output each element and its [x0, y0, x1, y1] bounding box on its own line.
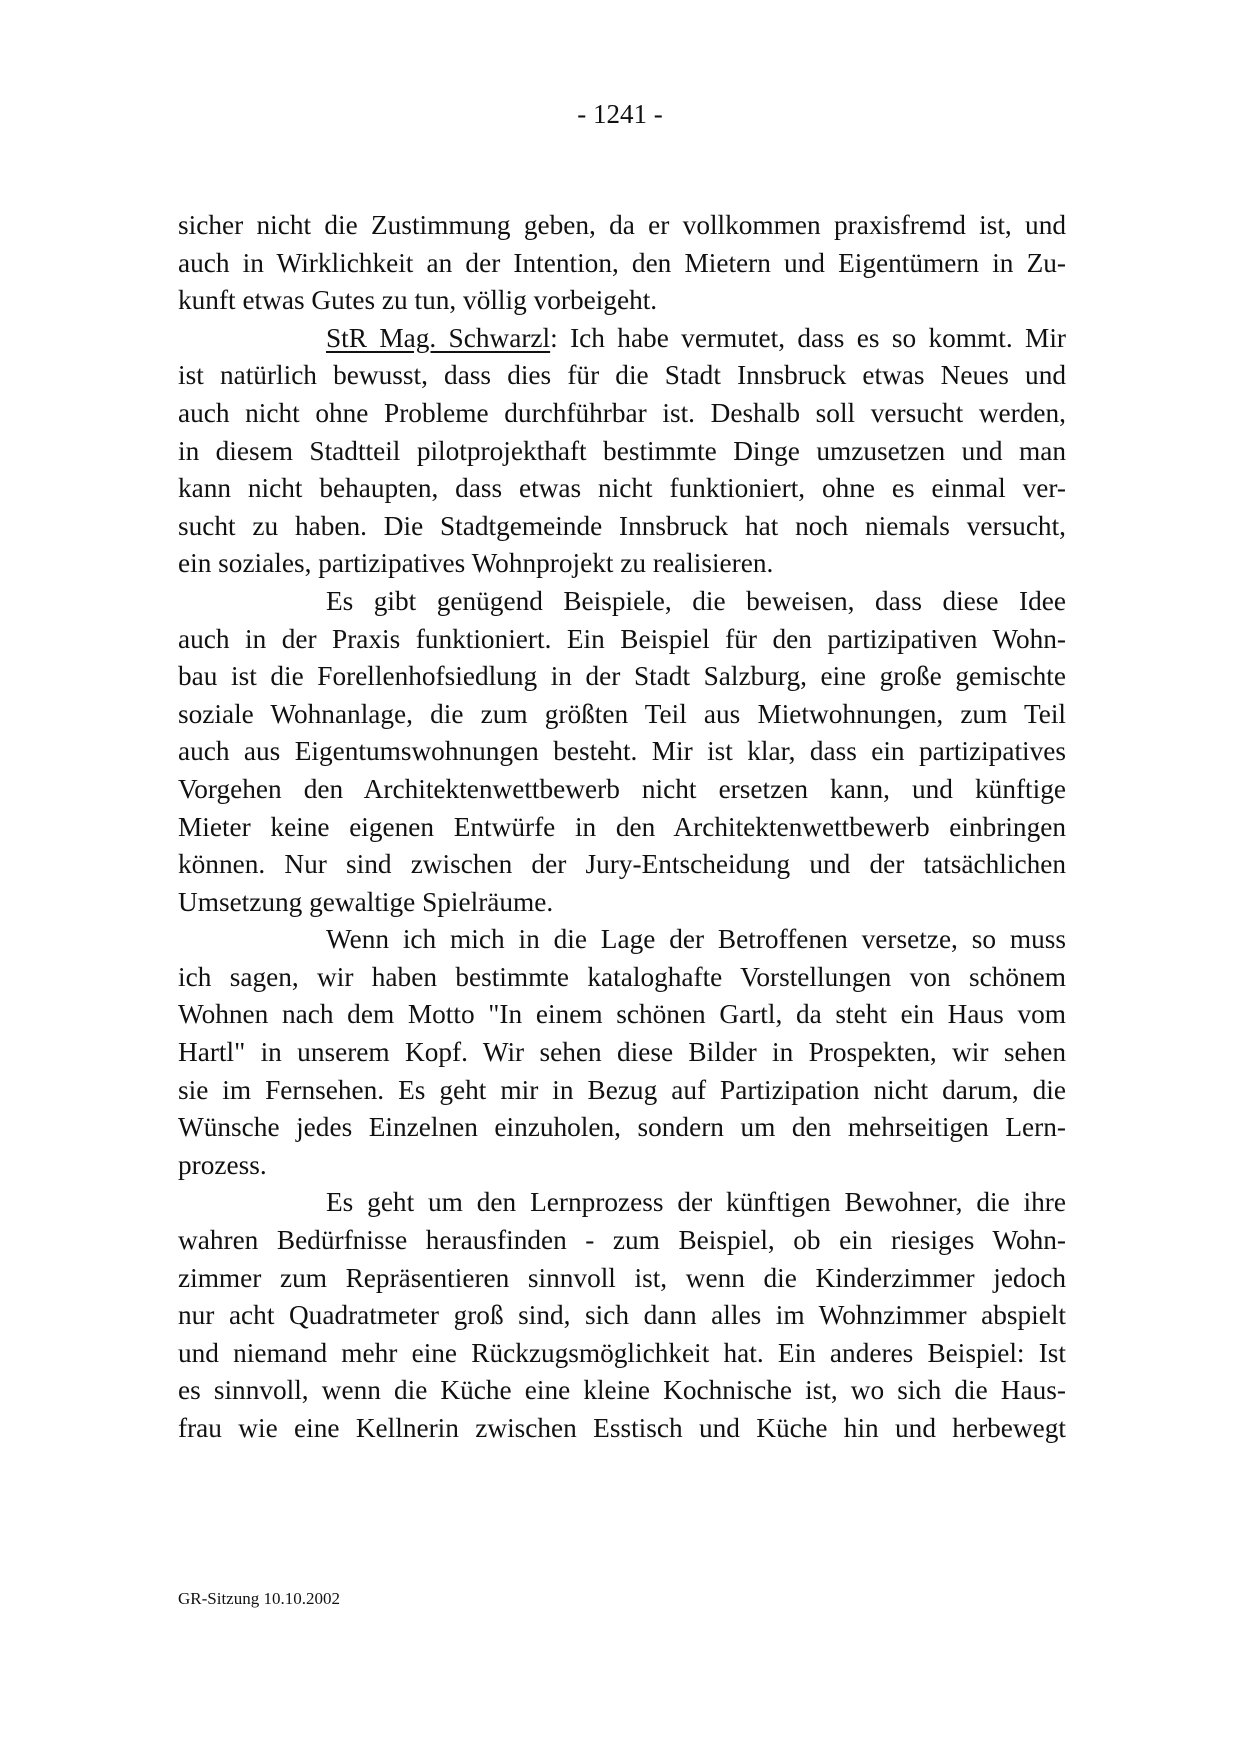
text-line: Wenn ich mich in die Lage der Betroffenen versetze, so muss [326, 924, 1066, 955]
text-line: Vorgehen den Architektenwettbewerb nicht ersetzen kann, und künftige [178, 773, 1066, 804]
text-line: Hartl" in unserem Kopf. Wir sehen diese Bilder in Prospekten, wir sehen [178, 1037, 1066, 1068]
text-line: auch in der Praxis funktioniert. Ein Beispiel für den partizipativen Wohn- [178, 623, 1066, 654]
speaker-line-text: : Ich habe vermutet, dass es so kommt. Mir [550, 322, 1066, 353]
text-line: sie im Fernsehen. Es geht mir in Bezug auf Partizipation nicht darum, die [178, 1074, 1066, 1105]
page-number: - 1241 - [577, 99, 663, 129]
text-line: Mieter keine eigenen Entwürfe in den Architektenwettbewerb einbringen [178, 811, 1066, 842]
text-line: soziale Wohnanlage, die zum größten Teil aus Mietwohnungen, zum Teil [178, 698, 1066, 729]
text-line: Umsetzung gewaltige Spielräume. [178, 886, 554, 917]
text-line: in diesem Stadtteil pilotprojekthaft bestimmte Dinge umzusetzen und man [178, 435, 1066, 466]
text-line: und niemand mehr eine Rückzugsmöglichkeit hat. Ein anderes Beispiel: Ist [178, 1337, 1066, 1368]
text-line: wahren Bedürfnisse herausfinden - zum Beispiel, ob ein riesiges Wohn- [178, 1225, 1066, 1256]
text-line: können. Nur sind zwischen der Jury-Entscheidung und der tatsächlichen [178, 849, 1066, 880]
text-line: nur acht Quadratmeter groß sind, sich dann alles im Wohnzimmer abspielt [178, 1300, 1066, 1331]
text-line: kann nicht behaupten, dass etwas nicht funktioniert, ohne es einmal ver- [178, 473, 1066, 504]
text-line: sucht zu haben. Die Stadtgemeinde Innsbruck hat noch niemals versucht, [178, 510, 1066, 541]
text-line: Wohnen nach dem Motto "In einem schönen Gartl, da steht ein Haus vom [178, 999, 1066, 1030]
text-line: zimmer zum Repräsentieren sinnvoll ist, wenn die Kinderzimmer jedoch [178, 1262, 1066, 1293]
text-line: ein soziales, partizipatives Wohnprojekt zu realisieren. [178, 548, 774, 579]
document-body [178, 207, 1066, 1448]
text-line: prozess. [178, 1149, 267, 1180]
text-line: frau wie eine Kellnerin zwischen Esstisch und Küche hin und herbewegt [178, 1413, 1066, 1443]
text-line: Es geht um den Lernprozess der künftigen Bewohner, die ihre [326, 1187, 1066, 1218]
text-line: bau ist die Forellenhofsiedlung in der Stadt Salzburg, eine große gemischte [178, 661, 1066, 692]
text-line: Wünsche jedes Einzelnen einzuholen, sondern um den mehrseitigen Lern- [178, 1112, 1066, 1143]
text-line: kunft etwas Gutes zu tun, völlig vorbeigeht. [178, 285, 658, 316]
text-line: auch nicht ohne Probleme durchführbar ist. Deshalb soll versucht werden, [178, 397, 1066, 428]
text-line: auch in Wirklichkeit an der Intention, den Mietern und Eigentümern in Zu- [178, 247, 1066, 278]
text-line: auch aus Eigentumswohnungen besteht. Mir ist klar, dass ein partizipatives [178, 736, 1066, 767]
speaker-name: StR Mag. Schwarzl [326, 322, 551, 353]
text-line: ich sagen, wir haben bestimmte kataloghafte Vorstellungen von schönem [178, 961, 1066, 992]
text-line: sicher nicht die Zustimmung geben, da er vollkommen praxisfremd ist, und [178, 210, 1066, 240]
text-line: es sinnvoll, wenn die Küche eine kleine Kochnische ist, wo sich die Haus- [178, 1375, 1066, 1406]
speaker-line [178, 320, 1066, 358]
footer-session-label: GR-Sitzung 10.10.2002 [178, 1589, 340, 1608]
text-line: Es gibt genügend Beispiele, die beweisen, dass diese Idee [326, 585, 1066, 616]
text-line: ist natürlich bewusst, dass dies für die Stadt Innsbruck etwas Neues und [178, 360, 1066, 391]
